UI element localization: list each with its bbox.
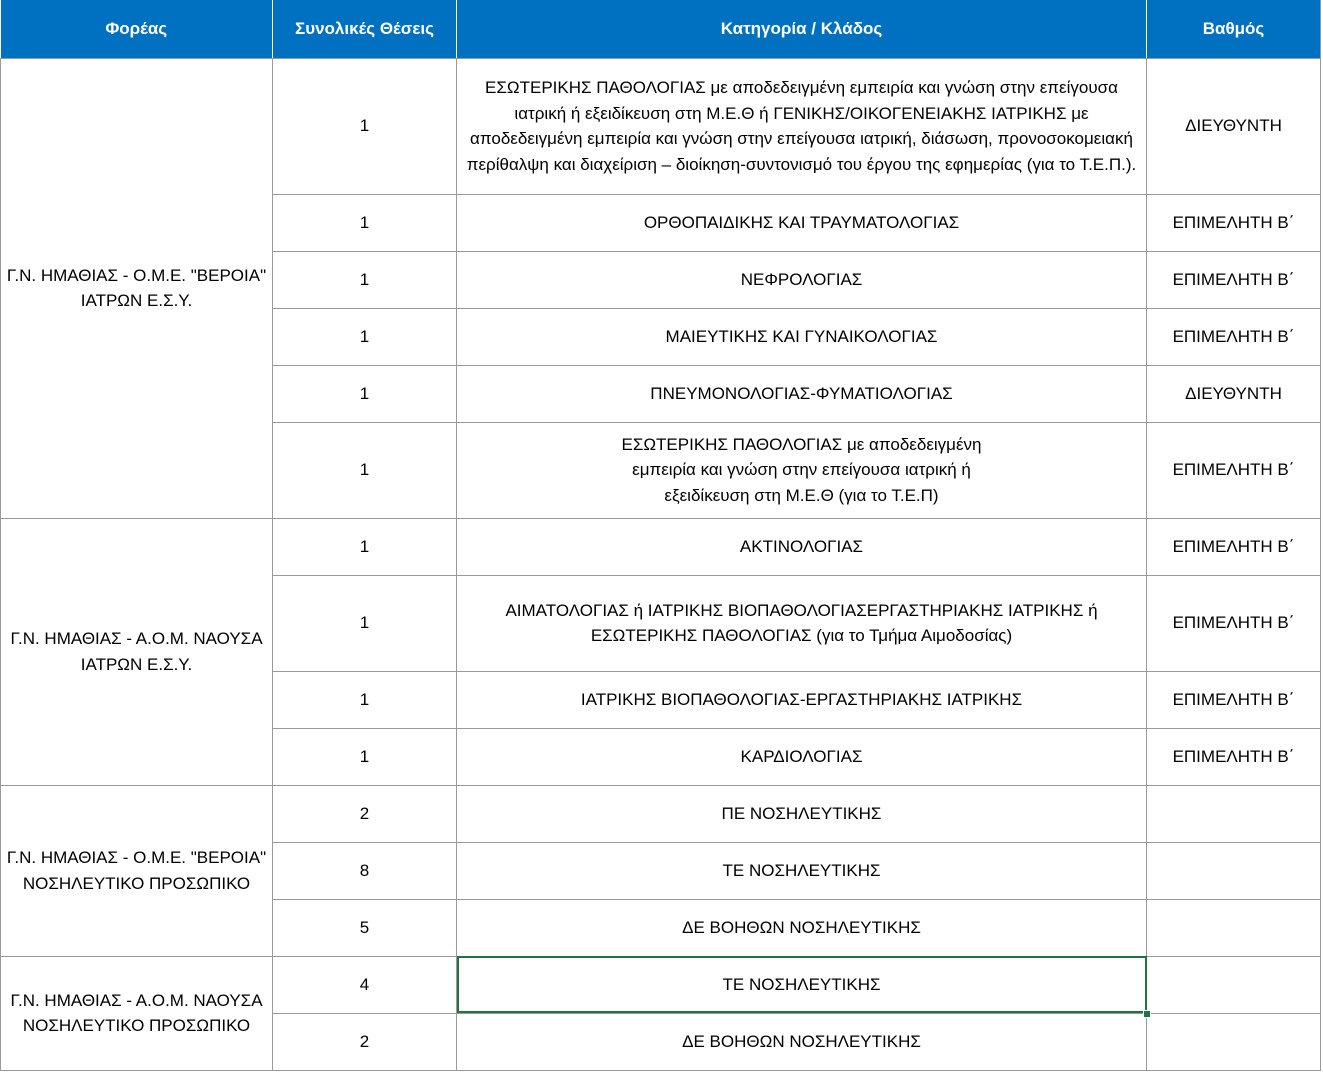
grade-cell[interactable] [1147, 899, 1321, 956]
header-total-positions[interactable]: Συνολικές Θέσεις [273, 0, 457, 58]
grade-cell[interactable] [1147, 1013, 1321, 1070]
positions-cell[interactable]: 1 [273, 194, 457, 251]
category-cell[interactable]: ΜΑΙΕΥΤΙΚΗΣ ΚΑΙ ΓΥΝΑΙΚΟΛΟΓΙΑΣ [457, 308, 1147, 365]
positions-cell[interactable]: 2 [273, 1013, 457, 1070]
agency-cell[interactable] [1, 58, 273, 518]
positions-cell[interactable]: 1 [273, 575, 457, 671]
agency-staff-type: ΙΑΤΡΩΝ Ε.Σ.Υ. [80, 654, 193, 674]
table-row [1, 58, 1321, 194]
agency-cell[interactable] [1, 785, 273, 956]
category-cell[interactable]: ΑΚΤΙΝΟΛΟΓΙΑΣ [457, 518, 1147, 575]
selection-fill-handle[interactable] [1143, 1010, 1151, 1018]
grade-cell[interactable]: ΕΠΙΜΕΛΗΤΗ Β΄ [1147, 575, 1321, 671]
positions-cell[interactable]: 1 [273, 251, 457, 308]
agency-staff-type: ΝΟΣΗΛΕΥΤΙΚΟ ΠΡΟΣΩΠΙΚΟ [22, 1016, 251, 1035]
agency-cell[interactable] [1, 518, 273, 785]
positions-cell[interactable]: 5 [273, 899, 457, 956]
positions-cell[interactable]: 8 [273, 842, 457, 899]
category-cell[interactable]: ΝΕΦΡΟΛΟΓΙΑΣ [457, 251, 1147, 308]
grade-cell[interactable]: ΕΠΙΜΕΛΗΤΗ Β΄ [1147, 308, 1321, 365]
category-cell[interactable]: ΠΝΕΥΜΟΝΟΛΟΓΙΑΣ-ΦΥΜΑΤΙΟΛΟΓΙΑΣ [457, 365, 1147, 422]
header-agency[interactable]: Φορέας [1, 0, 273, 58]
category-cell[interactable]: ΔΕ ΒΟΗΘΩΝ ΝΟΣΗΛΕΥΤΙΚΗΣ [457, 899, 1147, 956]
positions-cell[interactable]: 1 [273, 365, 457, 422]
agency-name: Γ.Ν. ΗΜΑΘΙΑΣ - Α.Ο.Μ. ΝΑΟΥΣΑ [10, 629, 263, 648]
grade-cell[interactable] [1147, 842, 1321, 899]
table-row [1, 785, 1321, 842]
agency-staff-type: ΝΟΣΗΛΕΥΤΙΚΟ ΠΡΟΣΩΠΙΚΟ [22, 873, 251, 893]
positions-cell[interactable]: 1 [273, 308, 457, 365]
agency-name: Γ.Ν. ΗΜΑΘΙΑΣ - Ο.Μ.Ε. "ΒΕΡΟΙΑ" [6, 848, 267, 867]
header-row [1, 0, 1321, 58]
positions-cell[interactable]: 1 [273, 58, 457, 194]
agency-staff-type: ΙΑΤΡΩΝ Ε.Σ.Υ. [80, 291, 193, 310]
agency-name: Γ.Ν. ΗΜΑΘΙΑΣ - Α.Ο.Μ. ΝΑΟΥΣΑ [10, 990, 263, 1010]
grade-cell[interactable]: ΕΠΙΜΕΛΗΤΗ Β΄ [1147, 422, 1321, 518]
category-cell[interactable]: ΟΡΘΟΠΑΙΔΙΚΗΣ ΚΑΙ ΤΡΑΥΜΑΤΟΛΟΓΙΑΣ [457, 194, 1147, 251]
positions-cell[interactable]: 2 [273, 785, 457, 842]
header-category-branch[interactable]: Κατηγορία / Κλάδος [457, 0, 1147, 58]
category-cell[interactable]: ΔΕ ΒΟΗΘΩΝ ΝΟΣΗΛΕΥΤΙΚΗΣ [457, 1013, 1147, 1070]
positions-cell[interactable]: 1 [273, 671, 457, 728]
category-cell-selected[interactable]: ΤΕ ΝΟΣΗΛΕΥΤΙΚΗΣ [457, 956, 1147, 1013]
category-cell[interactable]: ΤΕ ΝΟΣΗΛΕΥΤΙΚΗΣ [457, 842, 1147, 899]
category-cell[interactable]: ΙΑΤΡΙΚΗΣ ΒΙΟΠΑΘΟΛΟΓΙΑΣ-ΕΡΓΑΣΤΗΡΙΑΚΗΣ ΙΑΤΡΙΚΗΣ [457, 671, 1147, 728]
grade-cell[interactable]: ΔΙΕΥΘΥΝΤΗ [1147, 365, 1321, 422]
positions-cell[interactable]: 1 [273, 728, 457, 785]
grade-cell[interactable]: ΕΠΙΜΕΛΗΤΗ Β΄ [1147, 671, 1321, 728]
grade-cell[interactable] [1147, 956, 1321, 1013]
category-cell[interactable]: ΠΕ ΝΟΣΗΛΕΥΤΙΚΗΣ [457, 785, 1147, 842]
positions-cell[interactable]: 1 [273, 422, 457, 518]
positions-cell[interactable]: 4 [273, 956, 457, 1013]
header-grade[interactable]: Βαθμός [1147, 0, 1321, 58]
grade-cell[interactable]: ΕΠΙΜΕΛΗΤΗ Β΄ [1147, 251, 1321, 308]
table-row [1, 956, 1321, 1013]
category-cell[interactable]: ΚΑΡΔΙΟΛΟΓΙΑΣ [457, 728, 1147, 785]
agency-cell[interactable] [1, 956, 273, 1070]
grade-cell[interactable]: ΕΠΙΜΕΛΗΤΗ Β΄ [1147, 728, 1321, 785]
positions-cell[interactable]: 1 [273, 518, 457, 575]
grade-cell[interactable]: ΕΠΙΜΕΛΗΤΗ Β΄ [1147, 518, 1321, 575]
grade-cell[interactable] [1147, 785, 1321, 842]
grade-cell[interactable]: ΔΙΕΥΘΥΝΤΗ [1147, 58, 1321, 194]
grade-cell[interactable]: ΕΠΙΜΕΛΗΤΗ Β΄ [1147, 194, 1321, 251]
agency-name: Γ.Ν. ΗΜΑΘΙΑΣ - Ο.Μ.Ε. "ΒΕΡΟΙΑ" [6, 265, 267, 285]
table-row [1, 518, 1321, 575]
category-cell[interactable]: ΕΣΩΤΕΡΙΚΗΣ ΠΑΘΟΛΟΓΙΑΣ με αποδεδειγμένη εμπειρία και γνώση στην επείγουσα ιατρική ή εξειδίκευση στη Μ.Ε.Θ (για το Τ.Ε.Π) [457, 422, 1147, 518]
category-cell[interactable]: ΕΣΩΤΕΡΙΚΗΣ ΠΑΘΟΛΟΓΙΑΣ με αποδεδειγμένη εμπειρία και γνώση στην επείγουσα ιατρική ή εξειδίκευση στη Μ.Ε.Θ ή ΓΕΝΙΚΗΣ/ΟΙΚΟΓΕΝΕΙΑΚΗΣ ΙΑΤΡΙΚΗΣ με αποδεδειγμένη εμπειρία και γνώση στην επείγουσα ιατρική, διάσωση, προνοσοκομειακή περίθαλψη και διαχείριση – διοίκηση-συντονισμό του έργου της εφημερίας (για το Τ.Ε.Π.). [457, 58, 1147, 194]
category-cell[interactable]: ΑΙΜΑΤΟΛΟΓΙΑΣ ή ΙΑΤΡΙΚΗΣ ΒΙΟΠΑΘΟΛΟΓΙΑΣΕΡΓΑΣΤΗΡΙΑΚΗΣ ΙΑΤΡΙΚΗΣ ή ΕΣΩΤΕΡΙΚΗΣ ΠΑΘΟΛΟΓΙΑΣ (για το Τμήμα Αιμοδοσίας) [457, 575, 1147, 671]
